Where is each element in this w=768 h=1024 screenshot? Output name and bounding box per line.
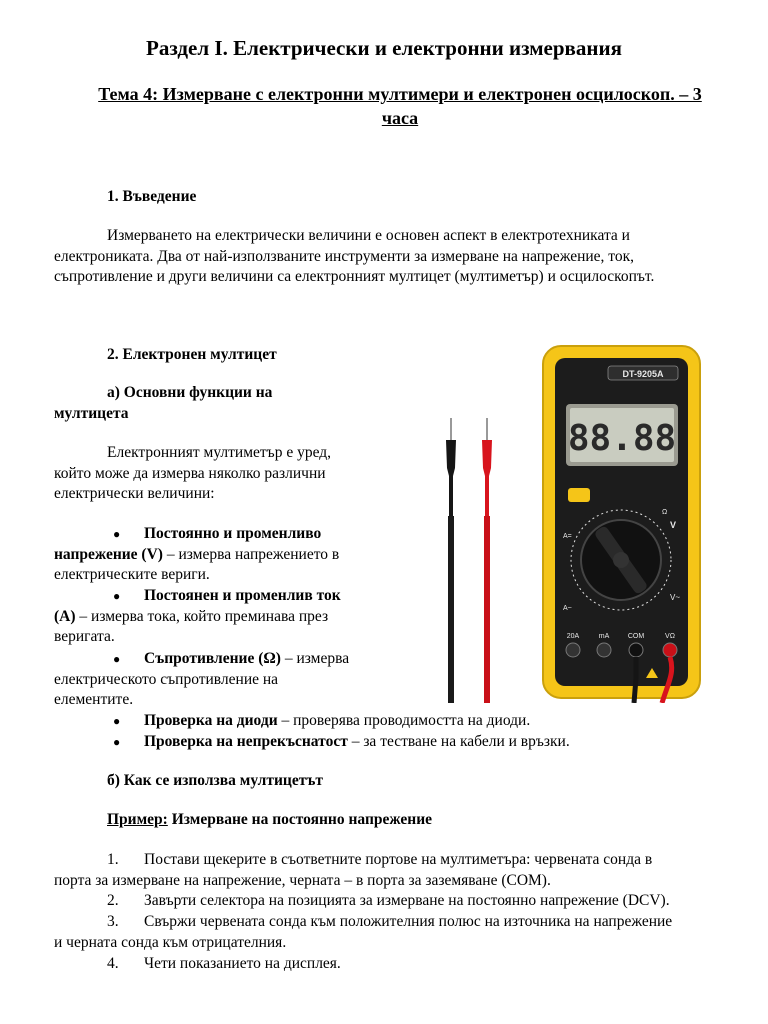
svg-text:V: V: [670, 520, 677, 530]
example-title: Измерване на постоянно напрежение: [167, 811, 433, 828]
multimeter-illustration: [400, 338, 745, 703]
topic-title: [50, 82, 750, 130]
example-heading: [107, 810, 432, 831]
bullet1-line2: [54, 545, 339, 566]
bullet-marker: ●: [113, 527, 121, 541]
page-heading: Раздел I. Електрически и електронни измервания: [146, 36, 622, 60]
section2-title: 2. Електронен мултицет: [107, 346, 277, 363]
bullet2-bold1: Постоянен и променлив ток: [144, 587, 341, 604]
topic-title-line1: Тема 4: Измерване с електронни мултимери и електронен осцилоскоп. – 3: [98, 84, 702, 104]
bullet4-rest: – проверява проводимостта на диоди.: [277, 712, 531, 729]
bullet1-bold1: Постоянно и променливо: [144, 525, 322, 542]
subsection-b-title: б) Как се използва мултицетът: [107, 772, 323, 789]
step1-line2: порта за измерване на напрежение, черната – в порта за заземяване (COM).: [54, 871, 551, 889]
model-label: DT-9205A: [622, 369, 664, 379]
bullet4-bold: Проверка на диоди: [144, 712, 278, 729]
svg-text:A~: A~: [563, 605, 572, 612]
bullet-marker: ●: [113, 714, 121, 728]
bullet1-line3: електрическите вериги.: [54, 566, 210, 583]
bullet2-rest2: – измерва тока, който преминава през: [75, 607, 329, 625]
port-v-label: VΩ: [665, 633, 675, 640]
step4-line1: Чети показанието на дисплея.: [144, 955, 341, 972]
bullet5-bold: Проверка на непрекъснатост: [144, 733, 348, 750]
bullet-marker: ●: [113, 589, 121, 603]
section1-line1: Измерването на електрически величини е основен аспект в електротехниката и: [107, 227, 630, 244]
bullet-marker: ●: [113, 652, 121, 666]
step3-line2: и черната сонда към отрицателния.: [54, 933, 287, 951]
lcd-readout: 88.88: [567, 418, 677, 459]
step1-number: 1.: [107, 851, 119, 868]
bullet1-bold2: напрежение (V): [54, 545, 163, 563]
intro-line3: електрически величини:: [54, 485, 215, 502]
section1-line2: електрониката. Два от най-използваните инструменти за измерване на напрежение, ток,: [54, 247, 635, 265]
step2-number: 2.: [107, 892, 119, 909]
bullet2-line2: [54, 607, 328, 628]
bullet4-line: [144, 711, 530, 732]
bullet2-bold2: (А): [54, 607, 76, 625]
bullet3-line2: електрическото съпротивление на: [54, 670, 279, 688]
svg-text:V~: V~: [670, 593, 681, 602]
bullet3-line3: елементите.: [54, 691, 134, 708]
port-20a-label: 20A: [566, 633, 580, 640]
bullet3-line1: [144, 649, 349, 670]
intro-line2: който може да измерва няколко различни: [54, 464, 326, 482]
topic-title-line2: часа: [381, 108, 419, 128]
step3-number: 3.: [107, 913, 119, 930]
subsection-a-line2: мултицета: [54, 404, 129, 422]
bullet5-line: [144, 732, 570, 753]
intro-line1: Електронният мултиметър е уред,: [107, 444, 332, 461]
multimeter-body: [543, 346, 700, 698]
port-com-label: COM: [627, 633, 645, 640]
section1-line3: съпротивление и други величини са електронният мултицет (мултиметър) и осцилоскопът.: [54, 268, 655, 285]
step4-number: 4.: [107, 955, 119, 972]
step2-line1: Завърти селектора на позицията за измерване на постоянно напрежение (DCV).: [144, 892, 670, 909]
subsection-a-line1: а) Основни функции на: [107, 384, 273, 401]
step1-line1: Постави щекерите в съответните портове на мултиметъра: червената сонда в: [144, 851, 653, 868]
bullet3-rest: – измерва: [280, 650, 350, 667]
bullet5-rest: – за тестване на кабели и връзки.: [347, 733, 570, 750]
bullet2-line3: веригата.: [54, 628, 115, 645]
section1-title: 1. Въведение: [107, 188, 197, 205]
svg-text:Ω: Ω: [662, 509, 668, 516]
step3-line1: Свържи червената сонда към положителния полюс на източника на напрежение: [144, 913, 673, 930]
port-ma-label: mA: [598, 633, 610, 640]
bullet3-bold: Съпротивление (Ω): [144, 650, 281, 667]
svg-text:A=: A=: [563, 533, 572, 540]
example-label: Пример:: [107, 811, 168, 828]
bullet1-rest2: – измерва напрежението в: [162, 545, 340, 563]
bullet-marker: ●: [113, 735, 121, 749]
